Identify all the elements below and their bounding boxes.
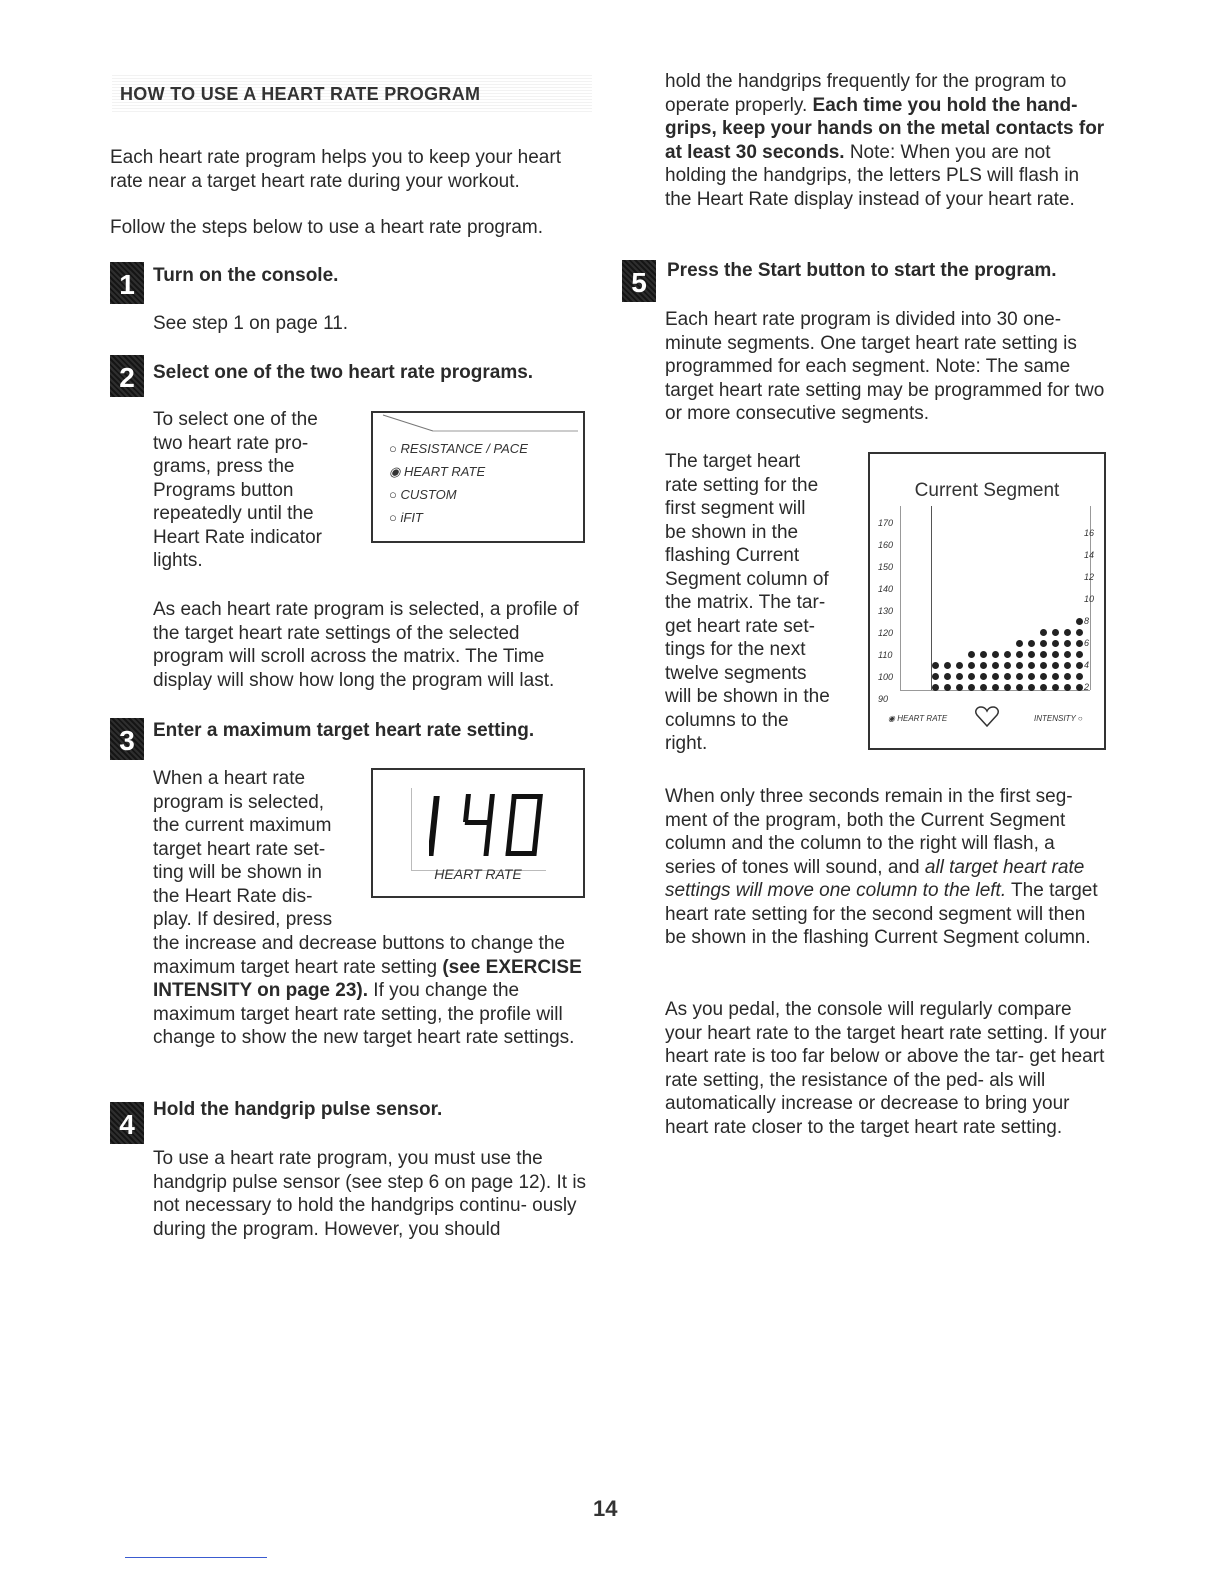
- indicator-off-icon: ○: [389, 510, 397, 525]
- section-header: [112, 74, 592, 114]
- matrix-dot: [1004, 651, 1011, 658]
- display-corner-line: [373, 413, 583, 433]
- matrix-dot: [968, 662, 975, 669]
- right-tick: 16: [1084, 528, 1095, 538]
- matrix-dot: [1052, 684, 1059, 691]
- left-tick: 150: [878, 562, 894, 572]
- matrix-dot: [1004, 673, 1011, 680]
- matrix-dot: [956, 662, 963, 669]
- step-3-badge: 3: [110, 718, 144, 760]
- left-tick: 170: [878, 518, 894, 528]
- matrix-dot: [932, 662, 939, 669]
- text-line: columns to the: [665, 709, 789, 731]
- matrix-title: Current Segment: [914, 480, 1060, 501]
- matrix-intensity-indicator: INTENSITY ○: [1034, 714, 1083, 723]
- right-tick: 4: [1084, 660, 1090, 670]
- matrix-dot: [992, 673, 999, 680]
- right-tick: 10: [1084, 594, 1095, 604]
- matrix-dot: [932, 684, 939, 691]
- heart-icon: [974, 706, 1000, 728]
- matrix-dot: [968, 673, 975, 680]
- text-line: the Heart Rate dis-: [153, 885, 313, 907]
- text-line: ting will be shown in: [153, 862, 322, 883]
- step-3-text-2: the increase and decrease buttons to change the maximum target heart rate setting (see EXERCISE INTENSITY on page 23). If you change the maximum target heart rate setting, the profile will change to show the new target heart rate settings.: [153, 933, 582, 1048]
- step-1-text: See step 1 on page 11.: [153, 313, 349, 334]
- matrix-dot: [1076, 673, 1083, 680]
- indicator-off-icon: ○: [1077, 714, 1083, 723]
- left-tick: 130: [878, 606, 894, 616]
- step-4-title: Hold the handgrip pulse sensor.: [153, 1099, 443, 1120]
- matrix-dot: [944, 673, 951, 680]
- text-line: When a heart rate: [153, 768, 306, 789]
- text-line: To select one of the: [153, 409, 318, 430]
- matrix-heart-rate-indicator: ◉ HEART RATE: [888, 714, 948, 723]
- right-tick: 8: [1084, 616, 1090, 626]
- step-5-badge: 5: [622, 260, 656, 302]
- matrix-dot: [1052, 673, 1059, 680]
- matrix-dot: [944, 662, 951, 669]
- matrix-dot: [1016, 662, 1023, 669]
- matrix-dot: [932, 673, 939, 680]
- step-2-text-2: As each heart rate program is selected, a profile of the target heart rate settings of the selected program will scroll across the matrix. The Time display will show how long the program will last.: [153, 599, 579, 691]
- text-line: tings for the next: [665, 639, 806, 660]
- indicator-off-icon: ○: [389, 487, 397, 502]
- programs-list: [389, 437, 528, 529]
- matrix-dot: [1028, 662, 1035, 669]
- matrix-dot: [1004, 684, 1011, 691]
- left-tick: 160: [878, 540, 894, 550]
- matrix-dot: [968, 684, 975, 691]
- step-4-text: To use a heart rate program, you must use the handgrip pulse sensor (see step 6 on page 12). It is not necessary to hold the handgrips continu- ously during the program. However, you should: [153, 1148, 587, 1240]
- matrix-dot: [1028, 673, 1035, 680]
- step-1-title: Turn on the console.: [153, 265, 339, 286]
- matrix-dot: [1040, 662, 1047, 669]
- intro-paragraph-2: Follow the steps below to use a heart rate program.: [110, 217, 544, 238]
- matrix-dot: [944, 684, 951, 691]
- matrix-dot: [980, 684, 987, 691]
- text-line: Programs button: [153, 479, 294, 501]
- matrix-dot: [1064, 662, 1071, 669]
- matrix-dot: [1040, 673, 1047, 680]
- right-tick: 6: [1084, 638, 1090, 648]
- matrix-dot: [1016, 651, 1023, 658]
- matrix-dot: [1040, 640, 1047, 647]
- text-line: target heart rate set-: [153, 838, 326, 860]
- text-line: right.: [665, 733, 708, 754]
- program-resistance-pace: ○ RESISTANCE / PACE: [389, 441, 528, 456]
- matrix-dot: [956, 673, 963, 680]
- hr-display-label: HEART RATE: [434, 866, 522, 882]
- right-tick: 12: [1084, 572, 1095, 582]
- matrix-dot: [1016, 684, 1023, 691]
- matrix-dot: [956, 684, 963, 691]
- left-tick: 110: [878, 650, 893, 660]
- step-5-text-2: When only three seconds remain in the first seg- ment of the program, both the Current Segment column and the column to the right will flash, a series of tones will sound, and all target heart rate settings will move one column to the left. The target heart rate setting for the second segment will then be shown in the flashing Current Segment column.: [665, 786, 1098, 948]
- page-number: 14: [593, 1496, 618, 1521]
- matrix-dot: [1028, 651, 1035, 658]
- matrix-dot: [1052, 629, 1059, 636]
- text-line: play. If desired, press: [153, 909, 333, 930]
- program-custom: ○ CUSTOM: [389, 487, 457, 502]
- matrix-dot: [1040, 629, 1047, 636]
- matrix-dot: [1064, 651, 1071, 658]
- heart-rate-display: [371, 768, 585, 898]
- text-line: flashing Current: [665, 545, 800, 566]
- intro-paragraph: Each heart rate program helps you to keep your heart rate near a target heart rate during your workout.: [110, 147, 561, 192]
- matrix-dot: [1028, 640, 1035, 647]
- matrix-dot: [1040, 651, 1047, 658]
- matrix-dot: [1064, 684, 1071, 691]
- right-tick: 2: [1084, 682, 1090, 692]
- text-line: program is selected,: [153, 791, 325, 813]
- matrix-dot: [1052, 651, 1059, 658]
- section-title: HOW TO USE A HEART RATE PROGRAM: [120, 84, 481, 104]
- step-4-badge: 4: [110, 1102, 144, 1144]
- left-tick: 120: [878, 628, 894, 638]
- programs-display: [371, 411, 585, 543]
- matrix-dot: [968, 651, 975, 658]
- step-3-text: [153, 767, 368, 932]
- matrix-dot: [1076, 640, 1083, 647]
- matrix-dot: [980, 662, 987, 669]
- right-tick: 14: [1084, 550, 1095, 560]
- hr-digits: [429, 784, 549, 864]
- matrix-dot: [1016, 673, 1023, 680]
- matrix-dot: [1076, 651, 1083, 658]
- indicator-on-icon: ◉: [888, 714, 895, 723]
- matrix-dot: [1040, 684, 1047, 691]
- step-5-text-3: As you pedal, the console will regularly compare your heart rate to the target heart rate setting. If your heart rate is too far below or above the tar- get heart rate setting, the resistance of the ped- als will automatically increase or decrease to bring your heart rate closer to the target heart rate setting.: [665, 999, 1107, 1138]
- matrix-dot: [980, 673, 987, 680]
- text-line: two heart rate pro-: [153, 432, 309, 454]
- matrix-dot: [1076, 662, 1083, 669]
- text-line: will be shown in the: [665, 686, 830, 707]
- program-heart-rate: ◉ HEART RATE: [389, 464, 486, 479]
- left-tick: 90: [878, 694, 889, 704]
- matrix-dot: [1076, 618, 1083, 625]
- text-line: Segment column of: [665, 568, 829, 590]
- step-2-badge: 2: [110, 355, 144, 397]
- step-5-matrix-text: [665, 450, 860, 756]
- matrix-dots: [870, 454, 1104, 748]
- matrix-dot: [1004, 662, 1011, 669]
- text-line: Heart Rate indicator: [153, 526, 322, 548]
- matrix-dot: [1064, 629, 1071, 636]
- matrix-dot: [1064, 640, 1071, 647]
- program-ifit: ○ iFIT: [389, 510, 423, 525]
- step-2-text: [153, 408, 363, 573]
- text-line: repeatedly until the: [153, 503, 314, 524]
- matrix-dot: [1076, 684, 1083, 691]
- matrix-dot: [992, 684, 999, 691]
- indicator-off-icon: ○: [389, 441, 397, 456]
- text-line: the current maximum: [153, 815, 332, 836]
- step-3-title: Enter a maximum target heart rate setting.: [153, 720, 535, 741]
- text-line: twelve segments: [665, 662, 807, 684]
- matrix-dot: [980, 651, 987, 658]
- matrix-dot: [1052, 662, 1059, 669]
- matrix-dot: [992, 651, 999, 658]
- text-line: be shown in the: [665, 521, 799, 543]
- left-tick: 100: [878, 672, 894, 682]
- step-5-text: Each heart rate program is divided into 30 one- minute segments. One target heart rate setting is programmed for each segment. Note: The same target heart rate setting may be programmed for two or more consecutive segments.: [665, 309, 1105, 424]
- matrix-dot: [1064, 673, 1071, 680]
- text-line: first segment will: [665, 498, 806, 519]
- text-line: lights.: [153, 550, 203, 571]
- matrix-dot: [1016, 640, 1023, 647]
- matrix-dot: [1052, 640, 1059, 647]
- left-tick: 140: [878, 584, 894, 594]
- matrix-dot: [1028, 684, 1035, 691]
- matrix-dot: [992, 662, 999, 669]
- text-line: grams, press the: [153, 456, 295, 477]
- text-line: the matrix. The tar-: [665, 592, 826, 613]
- text-line: rate setting for the: [665, 474, 819, 496]
- text-line: get heart rate set-: [665, 615, 815, 637]
- text-line: The target heart: [665, 451, 801, 472]
- step-4-continued: hold the handgrips frequently for the program to operate properly. Each time you hold the hand- grips, keep your hands on the metal contacts for at least 30 seconds. Note: When you are not holding the handgrips, the letters PLS will flash in the Heart Rate display instead of your heart rate.: [665, 71, 1105, 210]
- step-2-title: Select one of the two heart rate programs.: [153, 362, 534, 383]
- step-1-badge: 1: [110, 262, 144, 304]
- matrix-dot: [1076, 629, 1083, 636]
- indicator-on-icon: ◉: [389, 464, 401, 479]
- step-5-title: Press the Start button to start the program.: [667, 260, 1057, 281]
- footer-rule: [125, 1557, 267, 1558]
- matrix-display: [868, 452, 1106, 750]
